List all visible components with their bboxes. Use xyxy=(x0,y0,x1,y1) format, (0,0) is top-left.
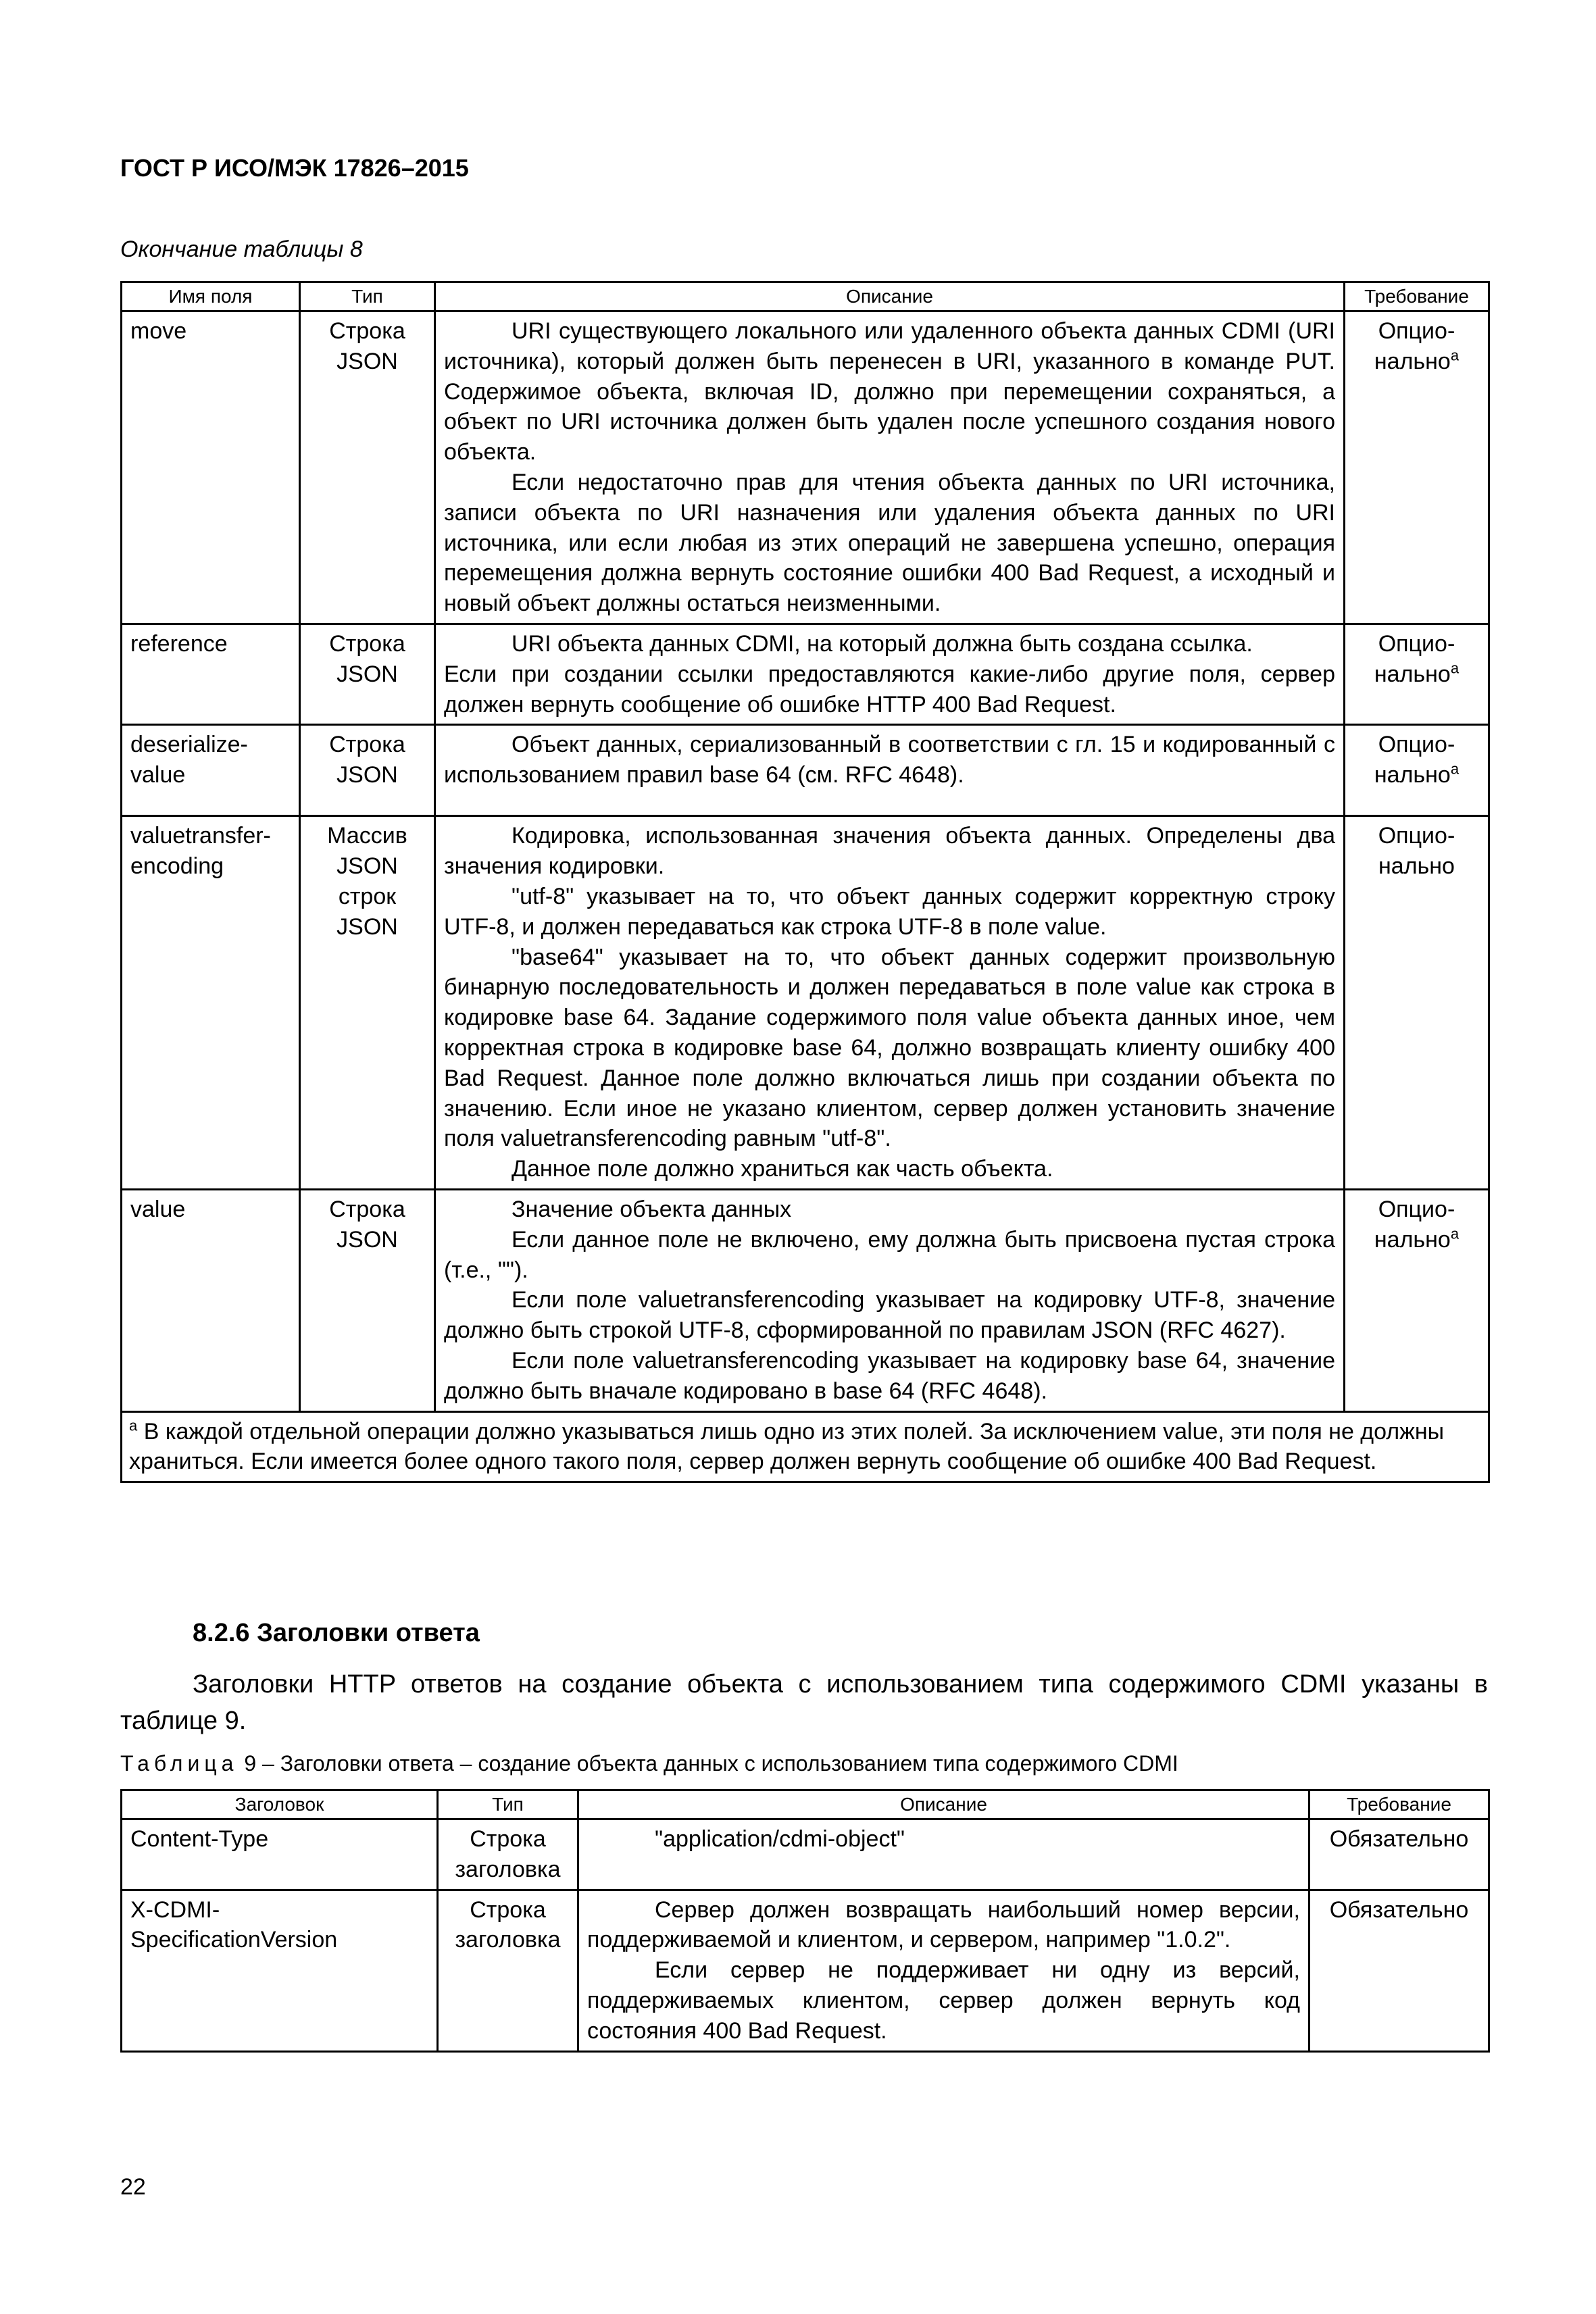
field-requirement: Опцио- нально$^a$ xyxy=(1345,624,1489,724)
header-requirement: Обязательно xyxy=(1310,1890,1489,2051)
table-header-row xyxy=(122,1790,1489,1819)
column-header-type: Тип xyxy=(438,1790,578,1819)
section-paragraph: Заголовки HTTP ответов на создание объекта с использованием типа содержимого CDMI указаны в таблице 9. xyxy=(120,1670,1488,1735)
table-9-caption xyxy=(120,1751,1178,1776)
document-header: ГОСТ Р ИСО/МЭК 17826–2015 xyxy=(120,154,469,182)
field-type: Строка JSON xyxy=(300,624,435,724)
column-header-requirement: Требование xyxy=(1310,1790,1489,1819)
footnote-ref: a xyxy=(1450,659,1460,677)
field-description: URI объекта данных CDMI, на который должна быть создана ссылка. Если при создании ссылки предоставляются какие-либо другие поля, сервер должен вернуть сообщение об ошибке HTTP 400 Bad Request. xyxy=(435,624,1345,724)
column-header-description: Описание xyxy=(578,1790,1310,1819)
field-name: reference xyxy=(122,624,300,724)
page-number: 22 xyxy=(120,2174,146,2200)
field-description: Кодировка, использованная значения объекта данных. Определены два значения кодировки. "utf-8" указывает на то, что объект данных содержит корректную строку UTF-8, и должен передаваться как строка UTF-8 в поле value. "base64" указывает на то, что объект данных содержит произвольную бинарную последовательность и должен передаваться в поле value как строка в кодировке base 64. Задание содержимого поля value объекта данных иное, чем корректная строка в кодировке base 64, должно возвращать клиенту ошибку 400 Bad Request. Данное поле должно включаться лишь при создании объекта по значению. Если иное не указано клиентом, сервер должен установить значение поля valuetransferencoding равным "utf-8". Данное поле должно храниться как часть объекта. xyxy=(435,816,1345,1190)
footnote-ref: a xyxy=(1450,760,1460,778)
header-type: Строка заголовка xyxy=(438,1819,578,1890)
table-row xyxy=(122,624,1489,724)
field-description: Значение объекта данных Если данное поле не включено, ему должна быть присвоена пустая строка (т.е., ""). Если поле valuetransferencoding указывает на кодировку UTF-8, значение должно быть строкой UTF-8, сформированной по правилам JSON (RFC 4627). Если поле valuetransferencoding указывает на кодировку base 64, значение должно быть вначале кодировано в base 64 (RFC 4648). xyxy=(435,1189,1345,1411)
header-description: "application/cdmi-object" xyxy=(578,1819,1310,1890)
field-description: URI существующего локального или удаленного объекта данных CDMI (URI источника), который должен быть перенесен в URI, указанного в команде PUT. Содержимое объекта, включая ID, должно при перемещении сохраняться, а объект по URI источника должен быть удален после успешного создания нового объекта. Если недостаточно прав для чтения объекта данных по URI источника, записи объекта по URI назначения или удаления объекта данных по URI источника, или если любая из этих операций не завершена успешно, операция перемещения должна вернуть состояние ошибки 400 Bad Request, а исходный и новый объект должны остаться неизменными. xyxy=(435,311,1345,624)
column-header-field-name: Имя поля xyxy=(122,282,300,311)
section-heading: 8.2.6 Заголовки ответа xyxy=(193,1619,480,1647)
field-type: Строка JSON xyxy=(300,1189,435,1411)
table-header-row xyxy=(122,282,1489,311)
header-name: Content-Type xyxy=(122,1819,438,1890)
table-footnote-row xyxy=(122,1411,1489,1482)
column-header-type: Тип xyxy=(300,282,435,311)
footnote-ref: a xyxy=(1450,1225,1460,1242)
header-requirement: Обязательно xyxy=(1310,1819,1489,1890)
field-name: value xyxy=(122,1189,300,1411)
field-requirement: Опцио- нально$^a$ xyxy=(1345,725,1489,816)
table-row xyxy=(122,1890,1489,2051)
table-row xyxy=(122,816,1489,1190)
table-8 xyxy=(120,281,1490,1483)
field-name: deserialize- value xyxy=(122,725,300,816)
table-9 xyxy=(120,1789,1490,2053)
field-requirement: Опцио- нально xyxy=(1345,816,1489,1190)
field-requirement: Опцио- нально$^a$ xyxy=(1345,311,1489,624)
table-9-caption-text: 9 – Заголовки ответа – создание объекта данных с использованием типа содержимого CDMI xyxy=(244,1751,1178,1776)
field-name: move xyxy=(122,311,300,624)
field-type: Массив JSON строк JSON xyxy=(300,816,435,1190)
header-name: X-CDMI- SpecificationVersion xyxy=(122,1890,438,2051)
table-row xyxy=(122,311,1489,624)
header-description: Сервер должен возвращать наибольший номер версии, поддерживаемой и клиентом, и сервером, например "1.0.2". Если сервер не поддерживает ни одну из версий, поддерживаемых клиентом, сервер должен вернуть код состояния 400 Bad Request. xyxy=(578,1890,1310,2051)
column-header-header: Заголовок xyxy=(122,1790,438,1819)
table-footnote: $^a$ В каждой отдельной операции должно указываться лишь одно из этих полей. За исключением value, эти поля не должны храниться. Если имеется более одного такого поля, сервер должен вернуть сообщение об ошибке 400 Bad Request. xyxy=(122,1411,1489,1482)
footnote-mark: a xyxy=(129,1417,138,1434)
table-row xyxy=(122,1819,1489,1890)
field-name: valuetransfer- encoding xyxy=(122,816,300,1190)
column-header-requirement: Требование xyxy=(1345,282,1489,311)
table-8-caption: Окончание таблицы 8 xyxy=(120,236,363,262)
field-type: Строка JSON xyxy=(300,311,435,624)
column-header-description: Описание xyxy=(435,282,1345,311)
field-requirement: Опцио- нально$^a$ xyxy=(1345,1189,1489,1411)
table-9-caption-word: Таблица xyxy=(120,1751,239,1776)
field-description: Объект данных, сериализованный в соответствии с гл. 15 и кодированный с использованием правил base 64 (см. RFC 4648). xyxy=(435,725,1345,816)
table-row xyxy=(122,725,1489,816)
header-type: Строка заголовка xyxy=(438,1890,578,2051)
field-type: Строка JSON xyxy=(300,725,435,816)
footnote-ref: a xyxy=(1450,347,1460,364)
table-row xyxy=(122,1189,1489,1411)
